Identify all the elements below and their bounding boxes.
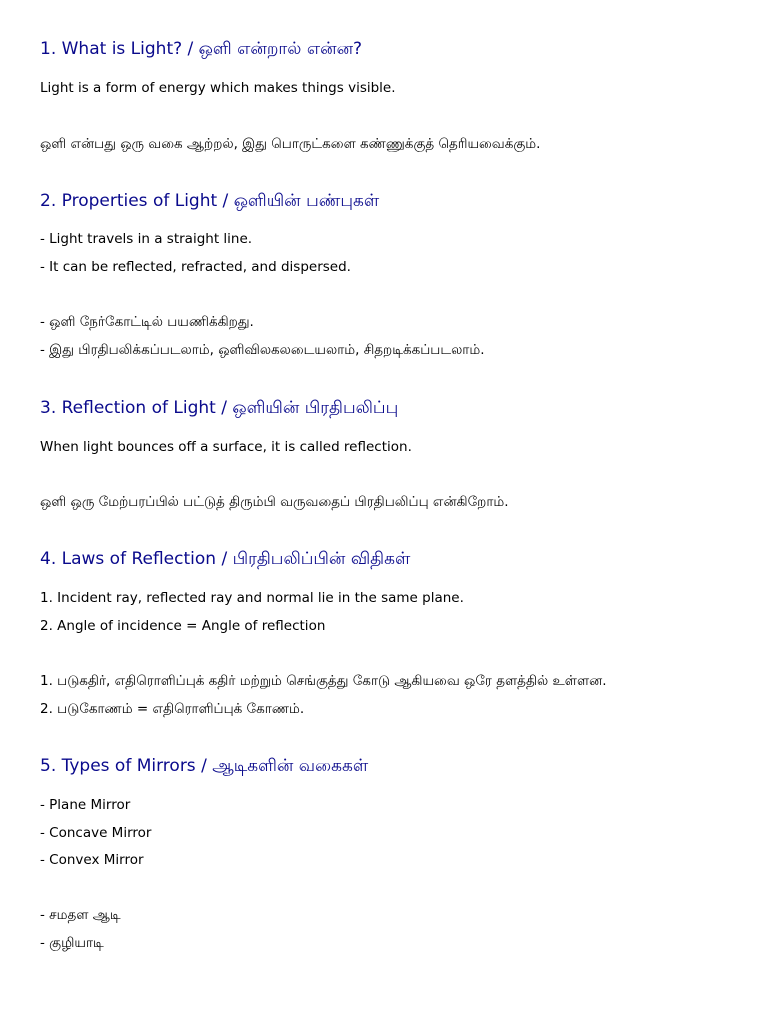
section-4-tamil-line-1: 1. படுகதிர், எதிரொளிப்புக் கதிர் மற்றும் செங்குத்து கோடு ஆகியவை ஒரே தளத்தில் உள்ளன. <box>40 673 607 689</box>
section-2-english-line-1: - Light travels in a straight line. <box>40 231 253 247</box>
section-1-heading: 1. What is Light? / ஒளி என்றால் என்ன? <box>40 39 363 59</box>
section-4-heading: 4. Laws of Reflection / பிரதிபலிப்பின் விதிகள் <box>40 549 411 569</box>
section-5-tamil-line-2: - குழியாடி <box>40 935 104 951</box>
section-1-english-line-1: Light is a form of energy which makes things visible. <box>40 80 396 96</box>
section-4-english-line-2: 2. Angle of incidence = Angle of reflection <box>40 618 326 634</box>
section-3-heading: 3. Reflection of Light / ஒளியின் பிரதிபலிப்பு <box>40 398 399 418</box>
section-5-tamil-line-1: - சமதள ஆடி <box>40 907 121 923</box>
section-5-english-line-2: - Concave Mirror <box>40 825 152 841</box>
section-4-english-line-1: 1. Incident ray, reflected ray and normal lie in the same plane. <box>40 590 464 606</box>
section-4-tamil-line-2: 2. படுகோணம் = எதிரொளிப்புக் கோணம். <box>40 701 305 717</box>
section-3-english-line-1: When light bounces off a surface, it is called reflection. <box>40 439 412 455</box>
section-2-heading: 2. Properties of Light / ஒளியின் பண்புகள் <box>40 191 380 211</box>
section-2-tamil-line-1: - ஒளி நேர்கோட்டில் பயணிக்கிறது. <box>40 314 254 330</box>
section-2-tamil-line-2: - இது பிரதிபலிக்கப்படலாம், ஒளிவிலகலடையலாம், சிதறடிக்கப்படலாம். <box>40 342 485 358</box>
section-5-english-line-3: - Convex Mirror <box>40 852 144 868</box>
section-2-english-line-2: - It can be reflected, refracted, and dispersed. <box>40 259 351 275</box>
section-5-english-line-1: - Plane Mirror <box>40 797 131 813</box>
section-5-heading: 5. Types of Mirrors / ஆடிகளின் வகைகள் <box>40 756 369 776</box>
section-3-tamil-line-1: ஒளி ஒரு மேற்பரப்பில் பட்டுத் திரும்பி வருவதைப் பிரதிபலிப்பு என்கிறோம். <box>40 494 509 510</box>
section-1-tamil-line-1: ஒளி என்பது ஒரு வகை ஆற்றல், இது பொருட்களை கண்ணுக்குத் தெரியவைக்கும். <box>40 136 541 152</box>
